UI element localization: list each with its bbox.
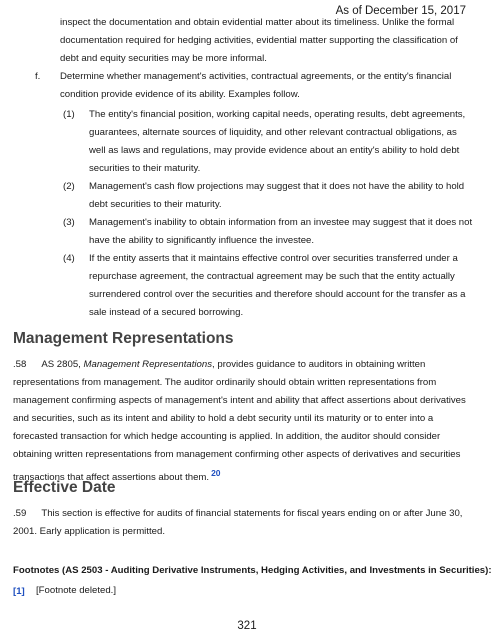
paragraph-text: This section is effective for audits of financial statements for fiscal years ending on or after June 30, 2001. Early application is permitted. — [13, 508, 463, 537]
item-f-text: Determine whether management's activities, contractual agreements, or the entity's financial condition provide evidence of its ability. Examples follow. — [60, 71, 452, 100]
paragraph-number: .58 — [13, 359, 27, 370]
subitem-3-label: (3) — [63, 217, 75, 228]
footnotes-title: Footnotes (AS 2503 - Auditing Derivative Instruments, Hedging Activities, and Investments in Securities): — [13, 565, 492, 576]
page-header-date: As of December 15, 2017 — [335, 5, 466, 17]
item-f-label: f. — [35, 71, 41, 82]
subitem-3-text: Management's inability to obtain information from an investee may suggest that it does not have the ability to significantly influence the investee. — [89, 217, 473, 246]
subitem-4-text: If the entity asserts that it maintains effective control over securities transferred under a repurchase agreement, the contractual agreement may be such that the entity actually surrendered control over the securities and therefore should account for the transfer as a sale instead of a secured borrowing. — [89, 253, 466, 318]
paragraph-58 — [13, 356, 478, 487]
continuation-paragraph: inspect the documentation and obtain evidential matter about its timeliness. Unlike the formal documentation required for hedging activities, evidential matter supporting the classification of debt and equity securities may be more informal. — [60, 17, 458, 64]
paragraph-text: , provides guidance to auditors in obtaining written representations from management. The auditor ordinarily should obtain written representations from management confirming aspects of management's intent and ability that affect assertions about derivatives and securities, such as its intent and ability to hold a debt security until its maturity or to enter into a forecasted transaction for which hedge accounting is applied. In addition, the auditor should consider obtaining written representations from management confirming other aspects of derivatives and securities transactions that affect assertions about them. — [13, 359, 466, 484]
standard-title: Management Representations — [83, 359, 213, 370]
standard-reference: AS 2805, — [41, 359, 81, 370]
footnote-1-text: [Footnote deleted.] — [36, 585, 117, 596]
section-heading-effective-date: Effective Date — [13, 479, 116, 496]
subitem-1-text: The entity's financial position, working capital needs, operating results, debt agreements, guarantees, alternate sources of liquidity, and other relevant contractual obligations, as well as laws and regulations, may provide evidence about an entity's ability to hold debt securities to their maturity. — [89, 109, 466, 174]
footnote-reference-link[interactable]: 20 — [211, 468, 221, 478]
subitem-1-label: (1) — [63, 109, 75, 120]
paragraph-59 — [13, 505, 478, 541]
subitem-2-label: (2) — [63, 181, 75, 192]
subitem-4-label: (4) — [63, 253, 75, 264]
page-number: 321 — [237, 620, 257, 632]
paragraph-number: .59 — [13, 508, 27, 519]
subitem-2-text: Management's cash flow projections may suggest that it does not have the ability to hold debt securities to their maturity. — [89, 181, 465, 210]
footnote-1-link[interactable]: [1] — [13, 586, 25, 597]
section-heading-management-representations: Management Representations — [13, 330, 234, 347]
